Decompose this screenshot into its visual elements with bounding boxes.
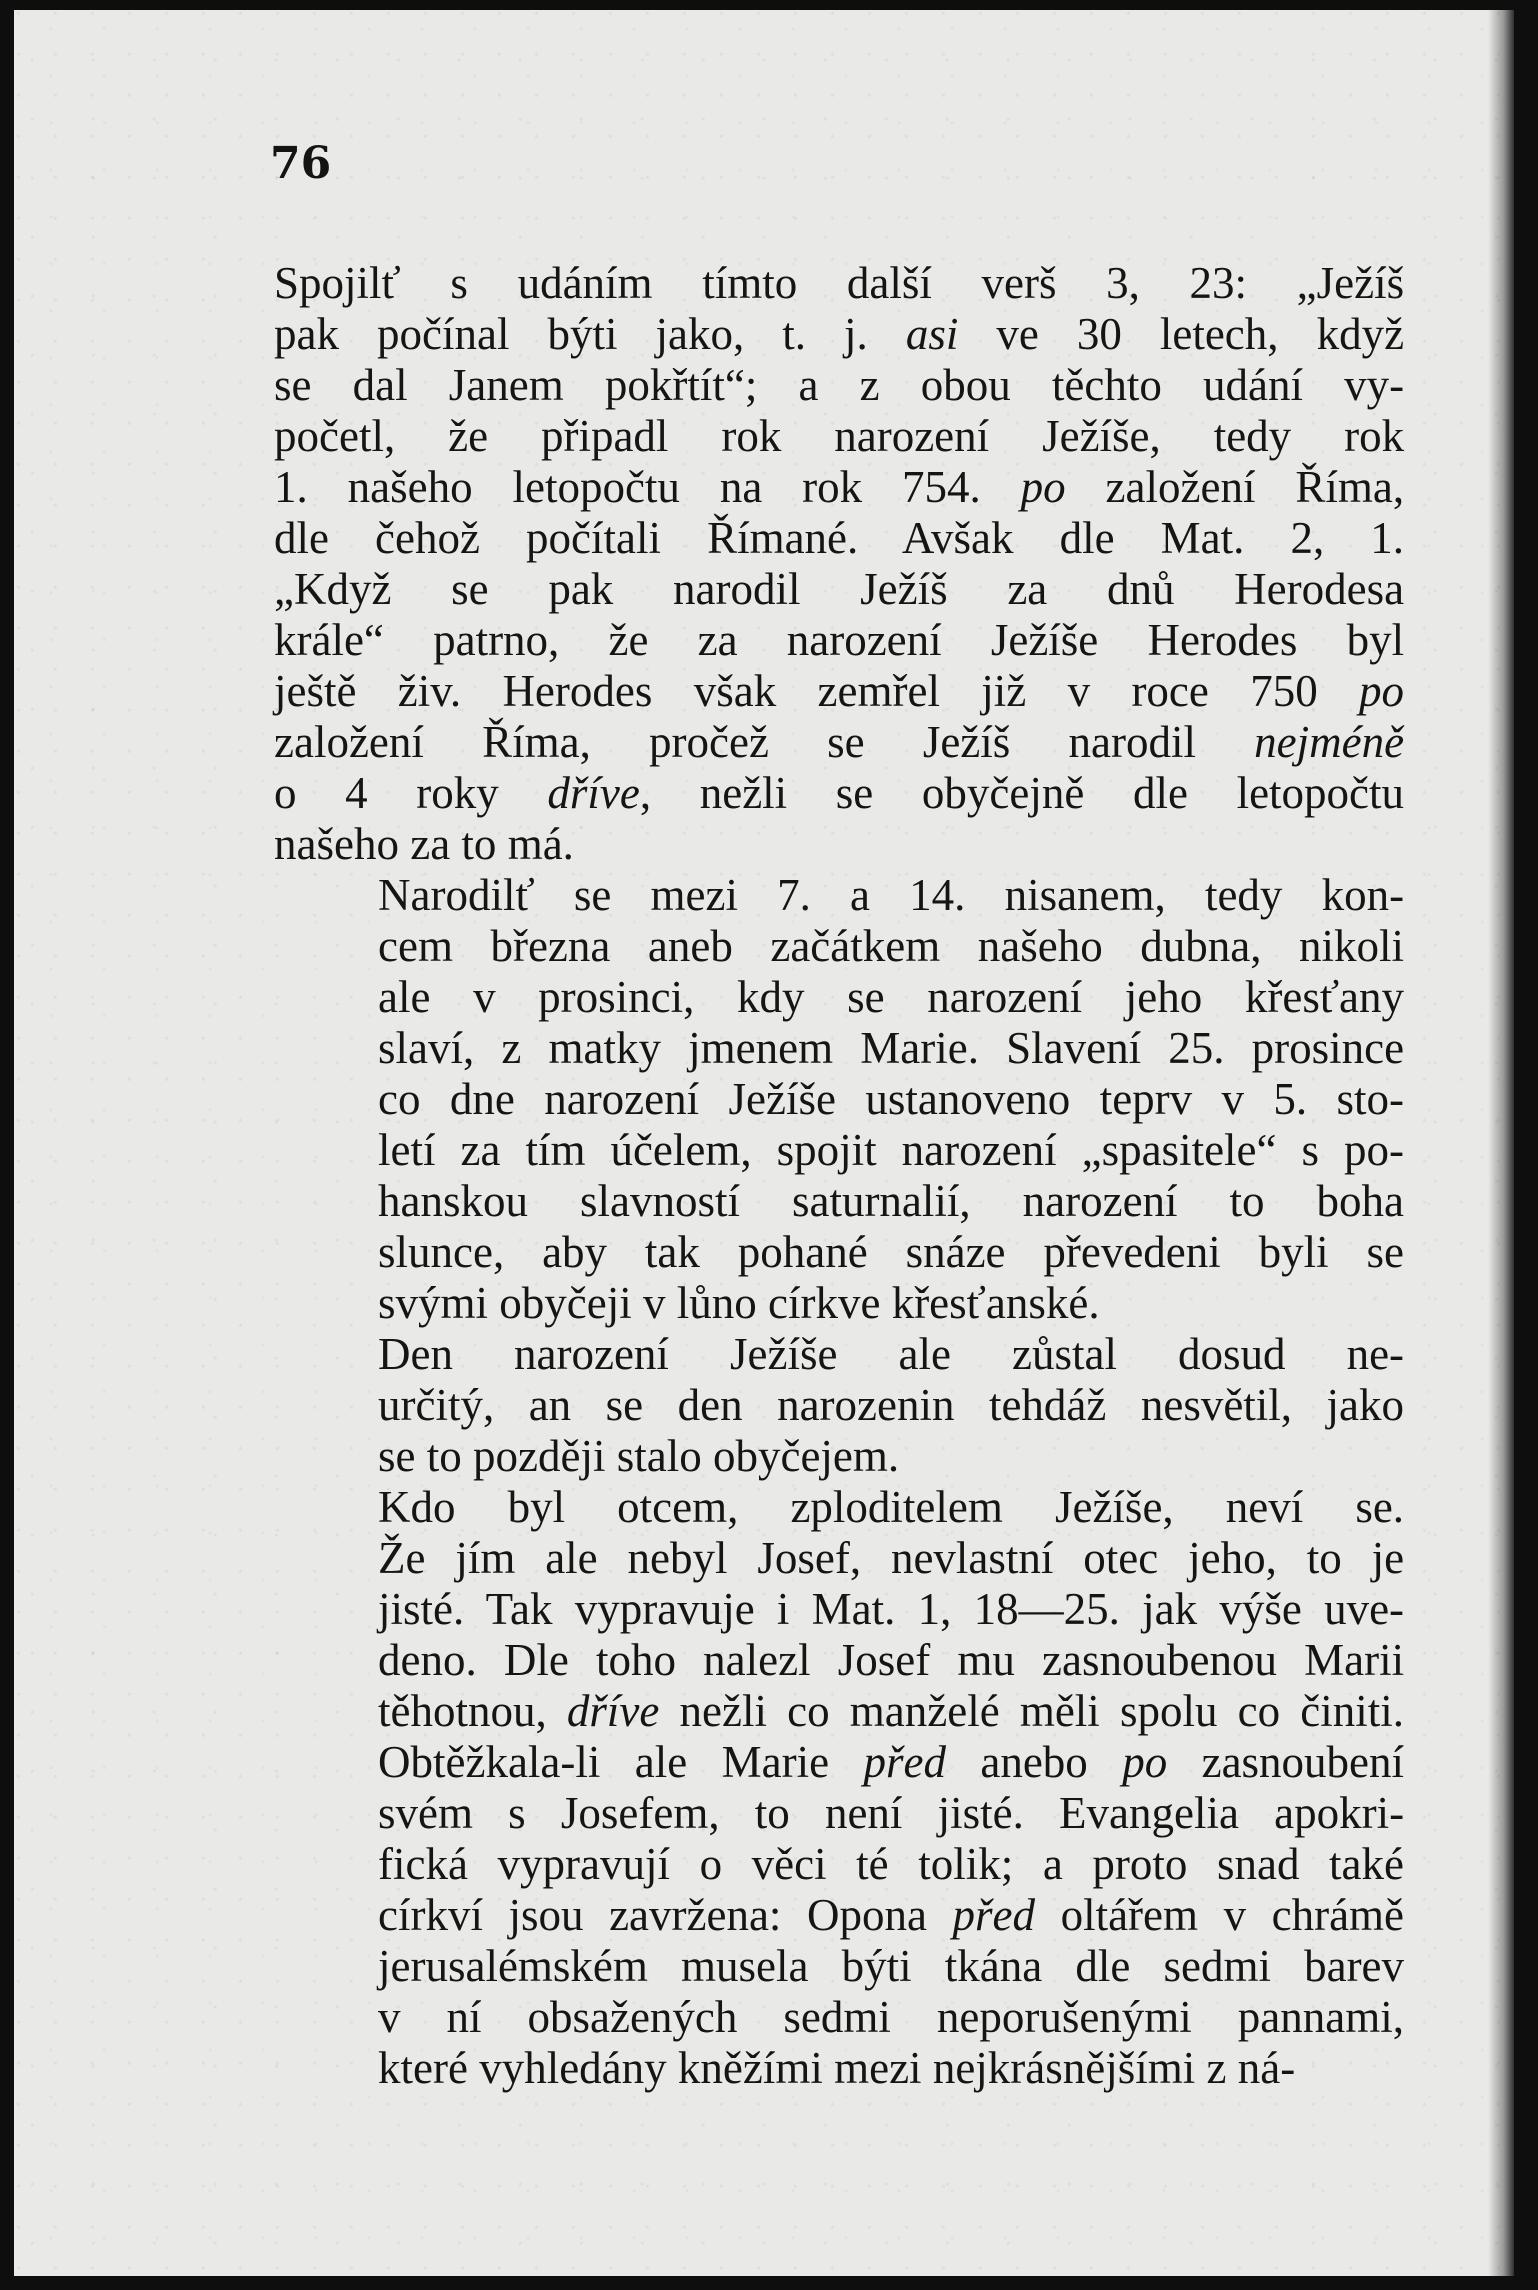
text-line: se dal Janem pokřtít“; a z obou těchto udání vy- bbox=[274, 360, 1405, 410]
book-page bbox=[14, 10, 1514, 2276]
text-line: 1. našeho letopočtu na rok 754. po založení Říma, bbox=[274, 462, 1405, 512]
text-line: pak počínal býti jako, t. j. asi ve 30 letech, když bbox=[274, 309, 1405, 359]
body-text bbox=[274, 258, 1404, 2094]
text-line: určitý, an se den narozenin tehdáž nesvětil, jako bbox=[378, 1380, 1405, 1430]
text-line: krále“ patrno, že za narození Ježíše Herodes byl bbox=[274, 615, 1405, 665]
paragraph bbox=[274, 1329, 1404, 1482]
text-line: dle čehož počítali Římané. Avšak dle Mat. 2, 1. bbox=[274, 513, 1404, 563]
text-line: jerusalémském musela býti tkána dle sedmi barev bbox=[378, 1941, 1405, 1991]
text-line: Narodilť se mezi 7. a 14. nisanem, tedy kon- bbox=[378, 870, 1405, 920]
text-line: početl, že připadl rok narození Ježíše, tedy rok bbox=[274, 411, 1405, 461]
paragraph bbox=[274, 1482, 1404, 2094]
text-line: slaví, z matky jmenem Marie. Slavení 25. prosince bbox=[378, 1023, 1405, 1073]
text-line: „Když se pak narodil Ježíš za dnů Herodesa bbox=[274, 564, 1405, 614]
text-line: svými obyčeji v lůno církve křesťanské. bbox=[378, 1278, 1100, 1328]
text-line: svém s Josefem, to není jisté. Evangelia apokri- bbox=[378, 1788, 1405, 1838]
text-line: v ní obsažených sedmi neporušenými pannami, bbox=[378, 1992, 1404, 2042]
text-line: Den narození Ježíše ale zůstal dosud ne- bbox=[378, 1329, 1405, 1379]
text-line: ale v prosinci, kdy se narození jeho křesťany bbox=[378, 972, 1405, 1022]
text-line: o 4 roky dříve, nežli se obyčejně dle letopočtu bbox=[274, 768, 1405, 818]
text-line: se to později stalo obyčejem. bbox=[378, 1431, 900, 1481]
text-line: církví jsou zavržena: Opona před oltářem v chrámě bbox=[378, 1890, 1405, 1940]
text-line: našeho za to má. bbox=[274, 819, 574, 869]
text-line: co dne narození Ježíše ustanoveno teprv v 5. sto- bbox=[378, 1074, 1405, 1124]
text-line: těhotnou, dříve nežli co manželé měli spolu co činiti. bbox=[378, 1686, 1405, 1736]
text-line: hanskou slavností saturnalií, narození to boha bbox=[378, 1176, 1404, 1226]
text-line: slunce, aby tak pohané snáze převedeni byli se bbox=[378, 1227, 1405, 1277]
page-edge-shadow bbox=[1488, 10, 1514, 2276]
text-line: Obtěžkala-li ale Marie před anebo po zasnoubení bbox=[378, 1737, 1405, 1787]
text-line: cem března aneb začátkem našeho dubna, nikoli bbox=[378, 921, 1404, 971]
paragraph bbox=[274, 258, 1404, 870]
text-line: fická vypravují o věci té tolik; a proto snad také bbox=[378, 1839, 1404, 1889]
paragraph bbox=[274, 870, 1404, 1329]
text-line: Spojilť s udáním tímto další verš 3, 23: „Ježíš bbox=[274, 258, 1405, 308]
text-line: Že jím ale nebyl Josef, nevlastní otec jeho, to je bbox=[378, 1533, 1405, 1583]
text-line: které vyhledány kněžími mezi nejkrásnějšími z ná- bbox=[378, 2043, 1296, 2093]
text-line: založení Říma, pročež se Ježíš narodil nejméně bbox=[274, 717, 1405, 767]
text-line: deno. Dle toho nalezl Josef mu zasnoubenou Marii bbox=[378, 1635, 1405, 1685]
text-line: ještě živ. Herodes však zemřel již v roce 750 po bbox=[274, 666, 1405, 716]
text-line: Kdo byl otcem, zploditelem Ježíše, neví se. bbox=[378, 1482, 1405, 1532]
text-line: jisté. Tak vypravuje i Mat. 1, 18—25. jak výše uve- bbox=[378, 1584, 1405, 1634]
page-number: 76 bbox=[270, 138, 332, 189]
text-line: letí za tím účelem, spojit narození „spasitele“ s po- bbox=[378, 1125, 1405, 1175]
